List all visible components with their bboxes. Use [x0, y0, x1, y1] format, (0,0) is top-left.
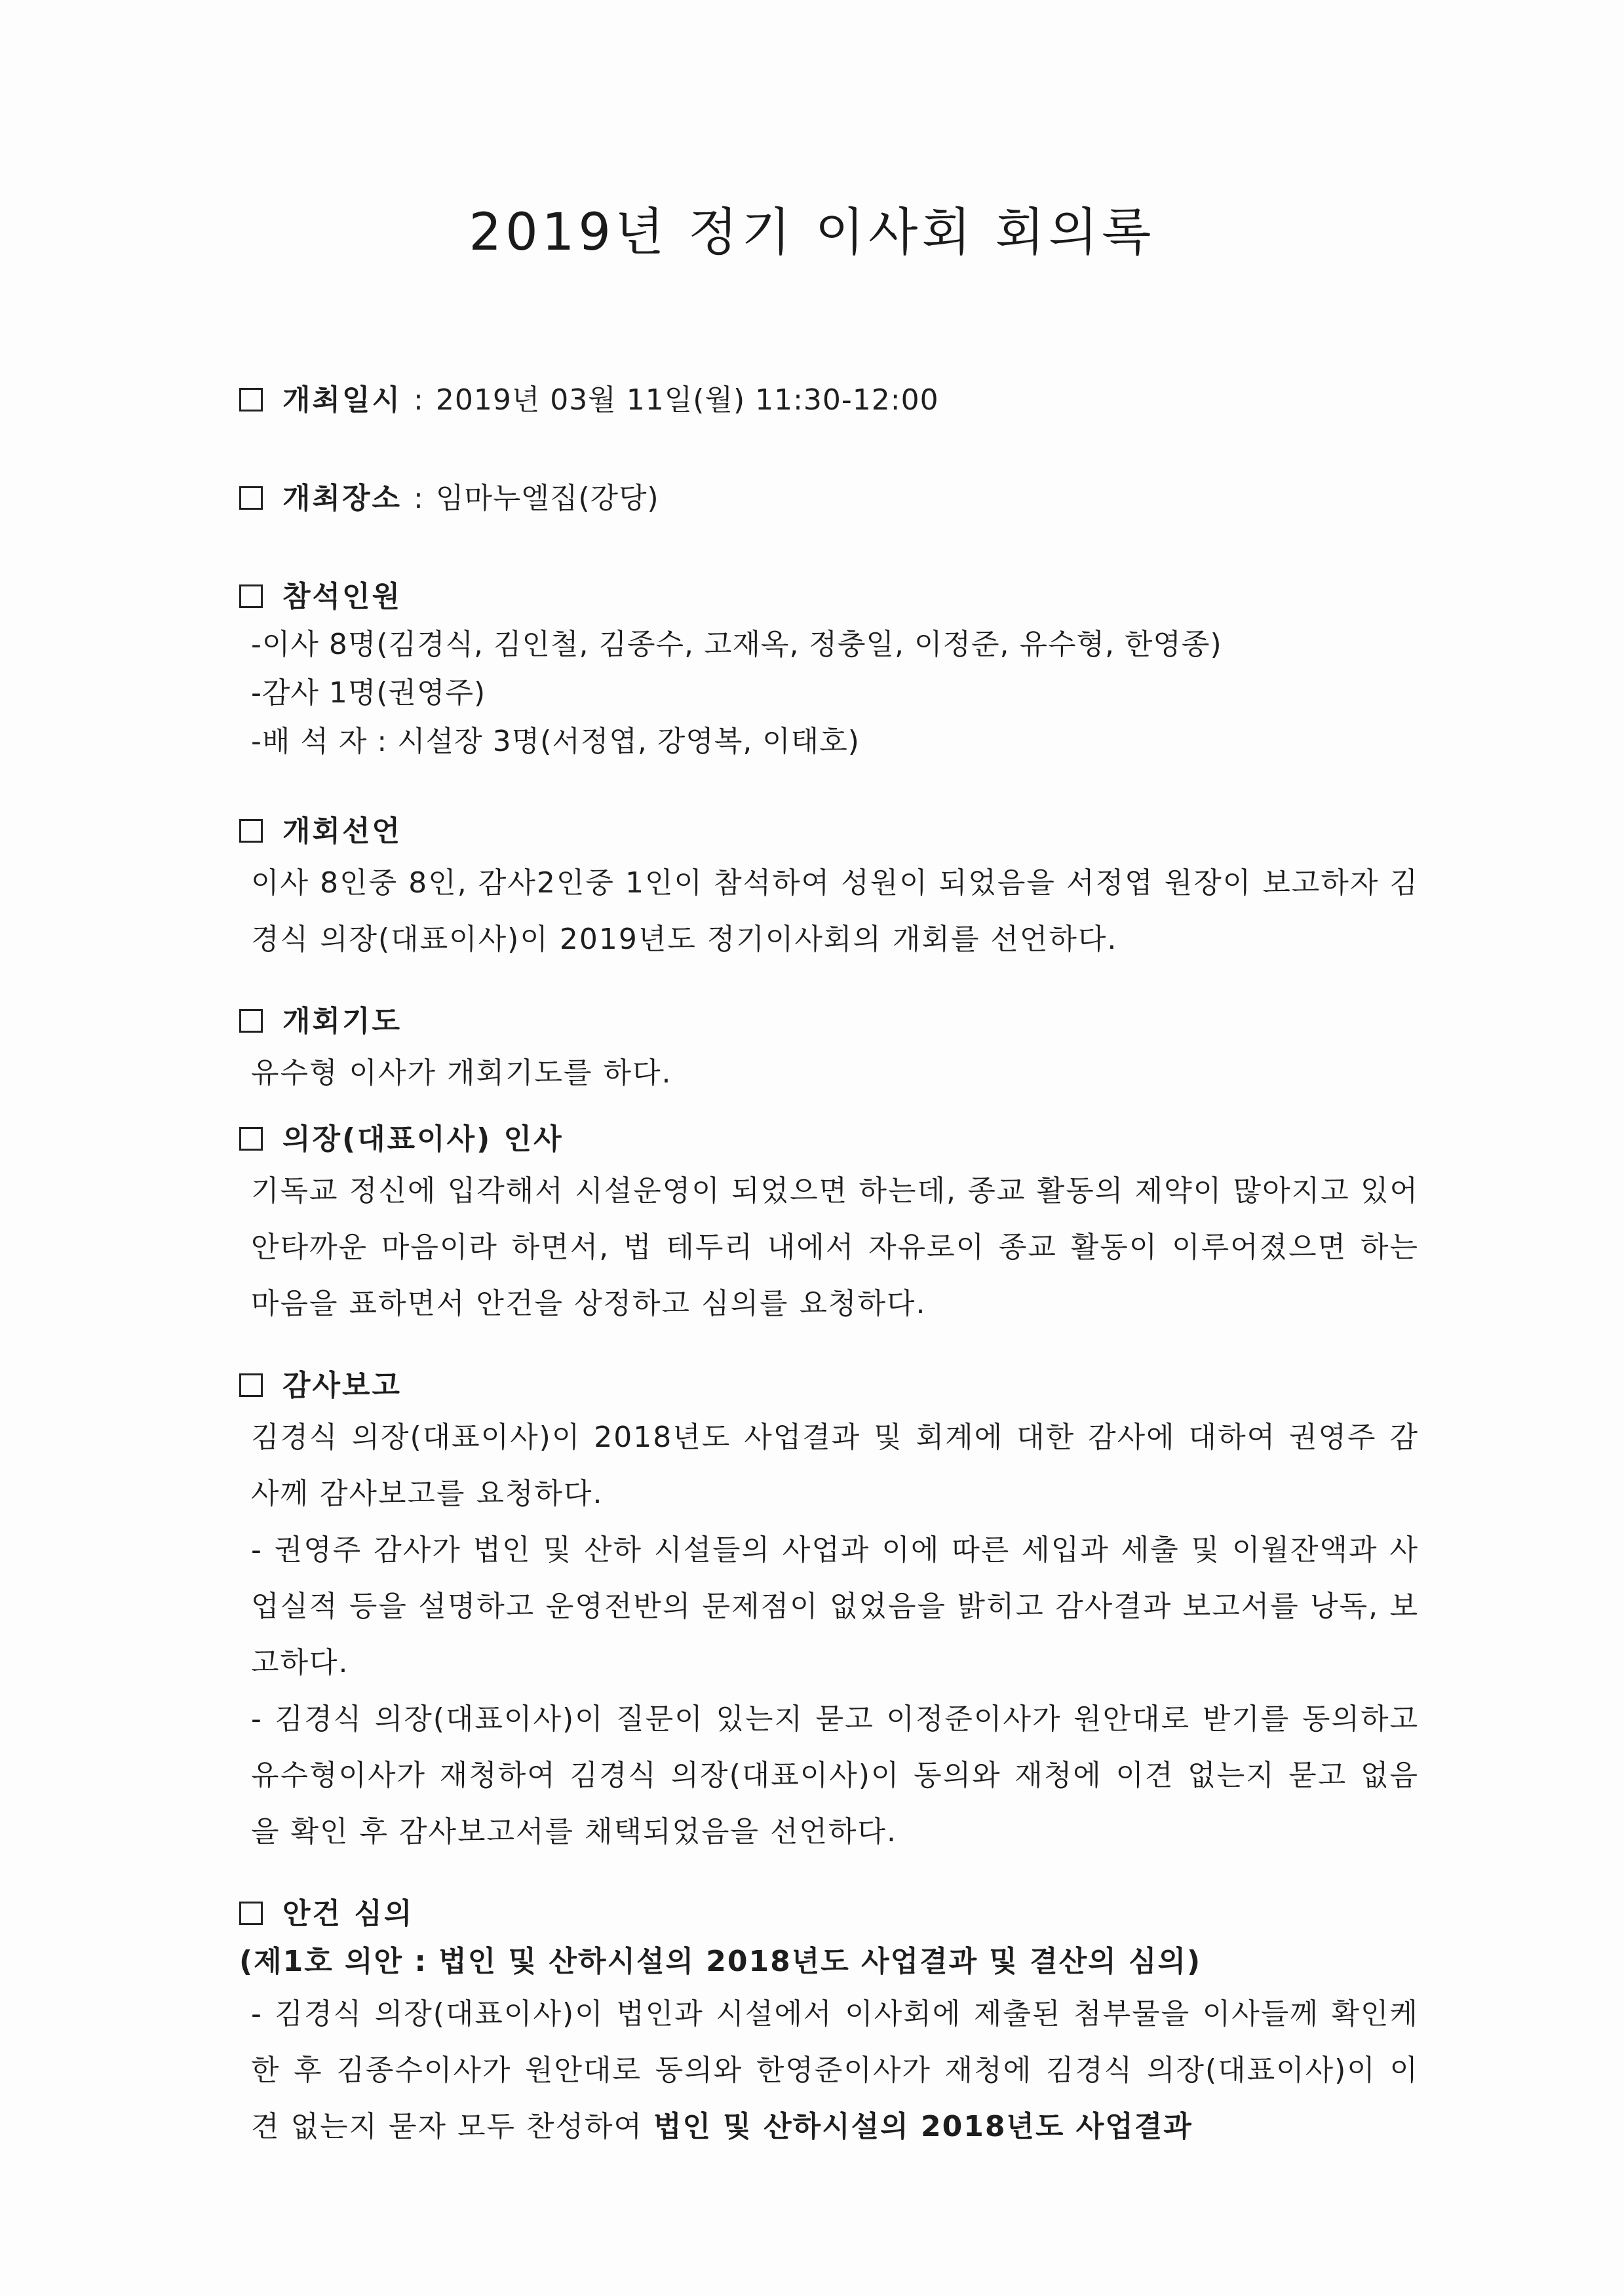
agenda-item-1-title: (제1호 의안 : 법인 및 산하시설의 2018년도 사업결과 및 결산의 심의): [239, 1945, 1202, 1978]
chair-greeting-label: 의장(대표이사) 인사: [282, 1122, 564, 1156]
attendees-auditor: -감사 1명(권영주): [251, 676, 486, 710]
checkbox-square-icon: [239, 1009, 263, 1033]
attendees-label: 참석인원: [282, 580, 402, 613]
agenda-item-1-text-bold: 법인 및 산하시설의 2018년도 사업결과: [653, 2110, 1193, 2143]
meeting-datetime-row: [239, 377, 1419, 424]
agenda-review-label: 안건 심의: [282, 1897, 414, 1930]
checkbox-square-icon: [239, 584, 263, 608]
checkbox-square-icon: [239, 486, 263, 510]
meeting-place-value: 임마누엘집(강당): [435, 482, 659, 515]
opening-declaration-heading: [239, 808, 1419, 855]
opening-prayer-text: 유수형 이사가 개회기도를 하다.: [251, 1056, 672, 1090]
checkbox-square-icon: [239, 388, 263, 411]
audit-report-heading: [239, 1362, 1419, 1409]
separator: :: [414, 383, 424, 417]
opening-prayer-label: 개회기도: [282, 1004, 402, 1038]
audit-report-paragraph-2: - 권영주 감사가 법인 및 산하 시설들의 사업과 이에 따른 세입과 세출 및 이월잔액과 사업실적 등을 설명하고 운영전반의 문제점이 없었음을 밝히고 감사결과 보고서를 낭독, 보고하다.: [251, 1533, 1419, 1679]
separator: :: [414, 482, 424, 515]
checkbox-square-icon: [239, 1127, 263, 1151]
audit-report-label: 감사보고: [282, 1369, 402, 1402]
attendees-observers: -배 석 자 : 시설장 3명(서정엽, 강영복, 이태호): [251, 725, 860, 758]
document-body: [239, 377, 1419, 2155]
attendees-heading: [239, 573, 1419, 621]
meeting-place-row: [239, 475, 1419, 522]
meeting-datetime-value: 2019년 03월 11일(월) 11:30-12:00: [435, 383, 939, 417]
opening-prayer-heading: [239, 998, 1419, 1045]
attendees-directors: -이사 8명(김경식, 김인철, 김종수, 고재옥, 정충일, 이정준, 유수형, 한영종): [251, 628, 1222, 661]
meeting-datetime-label: 개최일시: [282, 383, 402, 417]
opening-declaration-text: 이사 8인중 8인, 감사2인중 1인이 참석하여 성원이 되었음을 서정엽 원장이 보고하자 김경식 의장(대표이사)이 2019년도 정기이사회의 개회를 선언하다.: [251, 866, 1419, 956]
meeting-place-label: 개최장소: [282, 482, 402, 515]
checkbox-square-icon: [239, 1902, 263, 1925]
chair-greeting-heading: [239, 1116, 1419, 1163]
checkbox-square-icon: [239, 1373, 263, 1397]
chair-greeting-text: 기독교 정신에 입각해서 시설운영이 되었으면 하는데, 종교 활동의 제약이 많아지고 있어 안타까운 마음이라 하면서, 법 테두리 내에서 자유로이 종교 활동이 이루어졌으면 하는 마음을 표하면서 안건을 상정하고 심의를 요청하다.: [251, 1174, 1419, 1320]
agenda-item-1-text: [239, 1986, 1419, 2155]
opening-declaration-label: 개회선언: [282, 814, 402, 848]
audit-report-paragraph-3: - 김경식 의장(대표이사)이 질문이 있는지 묻고 이정준이사가 원안대로 받기를 동의하고 유수형이사가 재청하여 김경식 의장(대표이사)이 동의와 재청에 이견 없는지 묻고 없음을 확인 후 감사보고서를 채택되었음을 선언하다.: [251, 1702, 1419, 1848]
agenda-review-heading: [239, 1890, 1419, 1938]
page-title: 2019년 정기 이사회 회의록: [469, 203, 1155, 262]
agenda-item-1-text-body: - 김경식 의장(대표이사)이 법인과 시설에서 이사회에 제출된 첨부물을 이사들께 확인케 한 후 김종수이사가 원안대로 동의와 한영준이사가 재청에 김경식 의장(대표이사)이 이견 없는지 묻자 모두 찬성하여: [251, 1997, 1419, 2143]
checkbox-square-icon: [239, 819, 263, 843]
audit-report-paragraph-1: 김경식 의장(대표이사)이 2018년도 사업결과 및 회계에 대한 감사에 대하여 권영주 감사께 감사보고를 요청하다.: [251, 1421, 1420, 1510]
